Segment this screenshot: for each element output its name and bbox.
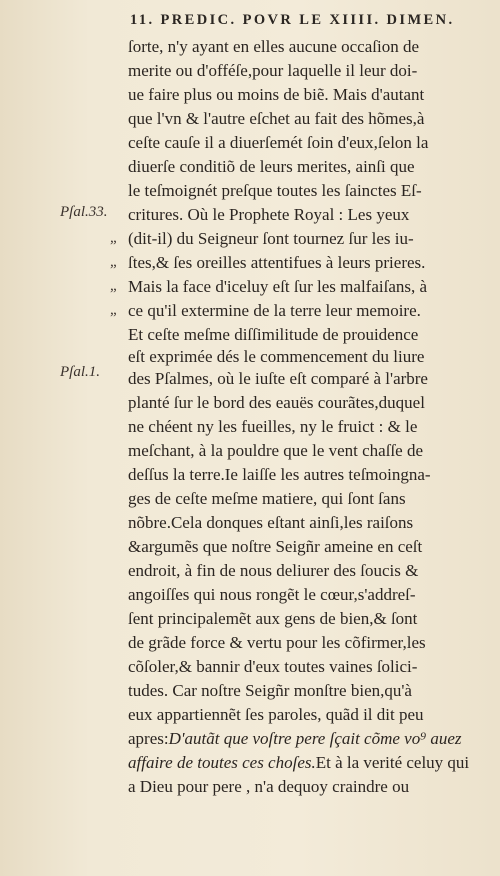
text-line: ne chéent ny les fueilles, ny le fruict : & le (128, 417, 418, 436)
text-line: a Dieu pour pere , n'a dequoy craindre ou (128, 777, 410, 796)
text-line: le teſmoignét preſque toutes les ſainctes Eſ- (128, 181, 422, 200)
text-line: ue faire plus ou moins de biẽ. Mais d'autant (128, 85, 425, 104)
text-line: cõſoler,& bannir d'eux toutes vaines ſolici- (128, 657, 418, 676)
text-line: tudes. Car noſtre Seigñr monſtre bien,qu'à (128, 681, 412, 700)
text-line: ſent principalemẽt aux gens de bien,& ſont (128, 609, 418, 628)
text-line: ce qu'il extermine de la terre leur memoire. (128, 301, 421, 320)
text-line: de grãde force & vertu pour les cõfirmer,les (128, 633, 426, 652)
text-line: ſtes,& ſes oreilles attentifues à leurs prieres. (128, 253, 426, 272)
text-line: planté ſur le bord des eauës courãtes,duquel (128, 393, 425, 412)
text-line: angoiſſes qui nous rongẽt le cœur,s'addreſ- (128, 585, 416, 604)
quote-mark: „ (110, 278, 117, 294)
quote-mark: „ (110, 254, 117, 270)
text-line-mixed (128, 728, 490, 750)
text-line: eſt exprimée dés le commencement du liure (128, 347, 425, 366)
quote-mark: „ (110, 302, 117, 318)
text-line: (dit-il) du Seigneur ſont tournez ſur les iu- (128, 229, 414, 248)
text-line: que l'vn & l'autre eſchet au fait des hõmes,à (128, 109, 425, 128)
text-line: critures. Où le Prophete Royal : Les yeux (128, 205, 410, 224)
text-line: ceſte cauſe il a diuerſemét ſoin d'eux,ſelon la (128, 133, 429, 152)
text-roman: apres: (128, 729, 169, 748)
text-line-mixed (128, 752, 490, 774)
text-line: &argumẽs que noſtre Seigñr ameine en ceſt (128, 537, 423, 556)
text-line: diuerſe conditiõ de leurs merites, ainſi que (128, 157, 415, 176)
text-line: meſchant, à la pouldre que le vent chaſſe de (128, 441, 424, 460)
text-roman: Et à la verité celuy qui (315, 753, 470, 772)
margin-reference-psalm-33: Pſal.33. (60, 204, 108, 220)
text-line: nõbre.Cela donques eſtant ainſi,les raiſons (128, 513, 414, 532)
text-line: deſſus la terre.Ie laiſſe les autres teſmoingna- (128, 465, 431, 484)
margin-reference-psalm-1: Pſal.1. (60, 364, 100, 380)
text-line: endroit, à fin de nous deliurer des ſoucis & (128, 561, 419, 580)
text-line: Mais la face d'iceluy eſt ſur les malfaiſans, à (128, 277, 428, 296)
text-line: ges de ceſte meſme matiere, qui ſont ſans (128, 489, 406, 508)
text-italic-quotation: D'autãt que voſtre pere ſçait cõme vo⁹ auez (168, 729, 462, 748)
text-italic-quotation: affaire de toutes ces choſes. (128, 753, 316, 772)
text-line: des Pſalmes, où le iuſte eſt comparé à l'arbre (128, 369, 428, 388)
running-header: 11. PREDIC. POVR LE XIIII. DIMEN. (130, 12, 455, 28)
text-line: ſorte, n'y ayant en elles aucune occaſion de (128, 37, 419, 56)
text-line: merite ou d'offéſe,pour laquelle il leur doi- (128, 61, 418, 80)
quote-mark: „ (110, 230, 117, 246)
text-line: eux appartiennẽt ſes paroles, quãd il dit peu (128, 705, 424, 724)
text-line: Et ceſte meſme diſſimilitude de prouidence (128, 325, 419, 344)
